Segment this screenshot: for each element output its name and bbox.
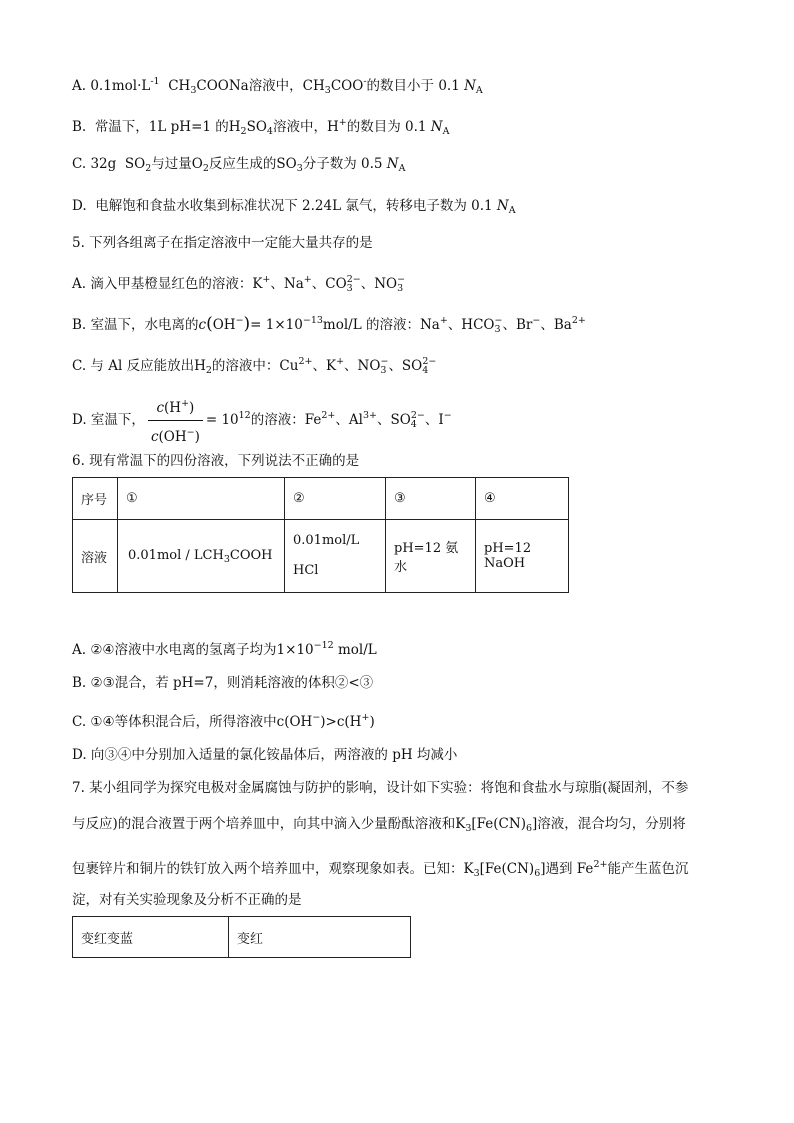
q7-stem-line-1: 7. 某小组同学为探究电极对金属腐蚀与防护的影响，设计如下实验：将饱和食盐水与琼脂(凝固剂，不参	[72, 780, 689, 796]
table-cell: $0.01mol / LCH_3COOH$	[118, 520, 285, 593]
table-cell: 溶液	[73, 520, 118, 593]
q6-option-b: B. ②③混合，若 pH=7，则消耗溶液的体积②<③	[72, 675, 374, 691]
q5-option-a: A. 滴入甲基橙显红色的溶液：K+、Na+、$CO_3^{2-}$、$NO_3^-$	[72, 274, 406, 294]
table-cell: 变红变蓝	[73, 917, 229, 958]
table-header-cell: ④	[476, 478, 569, 520]
q7-stem-line-2: 与反应)的混合液置于两个培养皿中，向其中滴入少量酚酞溶液和$K_3[Fe(CN)_6]$溶液，混合均匀，分别将	[72, 816, 686, 834]
table-header-cell: 序号	[73, 478, 118, 520]
q5-stem: 5. 下列各组离子在指定溶液中一定能大量共存的是	[72, 235, 373, 251]
q5-option-d: D. 室温下， $\frac{c(H^+)}{c(OH^-)}$ = $10^{12}$的溶液：$Fe^{2+}$、$Al^{3+}$、$SO_4^{2-}$、I−	[72, 392, 452, 449]
table-cell: 0.01mol/L HCl	[285, 520, 386, 593]
table-cell: 变红	[229, 917, 411, 958]
table-cell: pH=12 NaOH	[476, 520, 569, 593]
q4-option-c: C. 32g $SO_2$与过量$O_2$反应生成的$SO_3$分子数为 0.5 $N_A$	[72, 156, 406, 174]
q7-stem-line-3: 包裹锌片和铜片的铁钉放入两个培养皿中，观察现象如表。已知：$K_3[Fe(CN)_6]$遇到 $Fe^{2+}$能产生蓝色沉	[72, 859, 689, 879]
q6-option-c: C. ①④等体积混合后，所得溶液中c(OH−)>c(H+)	[72, 712, 375, 730]
concentration-ratio-fraction: $\frac{c(H^+)}{c(OH^-)}$	[148, 394, 203, 447]
q6-stem: 6. 现有常温下的四份溶液，下列说法不正确的是	[72, 453, 360, 469]
q5-option-c: C. 与 Al 反应能放出$H_2$的溶液中：$Cu^{2+}$、K+、$NO_3^-$、$SO_4^{2-}$	[72, 356, 437, 376]
q4-option-a: A. $0.1mol\cdot L^{-1}$ $CH_3COONa$溶液中，$CH_3COO^-$的数目小于 0.1 $N_A$	[72, 76, 483, 96]
q4-option-d: D. 电解饱和食盐水收集到标准状况下 2.24L 氯气，转移电子数为 0.1 $N_A$	[72, 198, 516, 216]
q6-solutions-table	[72, 477, 569, 593]
table-header-cell: ③	[386, 478, 476, 520]
table-header-cell: ②	[285, 478, 386, 520]
table-cell: pH=12 氨水	[386, 520, 476, 593]
q6-option-d: D. 向③④中分别加入适量的氯化铵晶体后，两溶液的 pH 均减小	[72, 747, 458, 763]
q7-observation-table	[72, 916, 411, 958]
q7-stem-line-4: 淀，对有关实验现象及分析不正确的是	[72, 892, 302, 908]
table-header-cell: ①	[118, 478, 285, 520]
q6-option-a: A. ②④溶液中水电离的氢离子均为$1\times 10^{-12}$ mol/L	[72, 640, 377, 658]
q5-option-b: B. 室温下，水电离的$c(OH^-)= 1\times 10^{-13}mol/L$ 的溶液：Na+、$HCO_3^-$、Br−、$Ba^{2+}$	[72, 314, 586, 335]
q4-option-b: B. 常温下，1L pH=1 的$H_2SO_4$溶液中，H+的数目为 0.1 $N_A$	[72, 117, 450, 137]
